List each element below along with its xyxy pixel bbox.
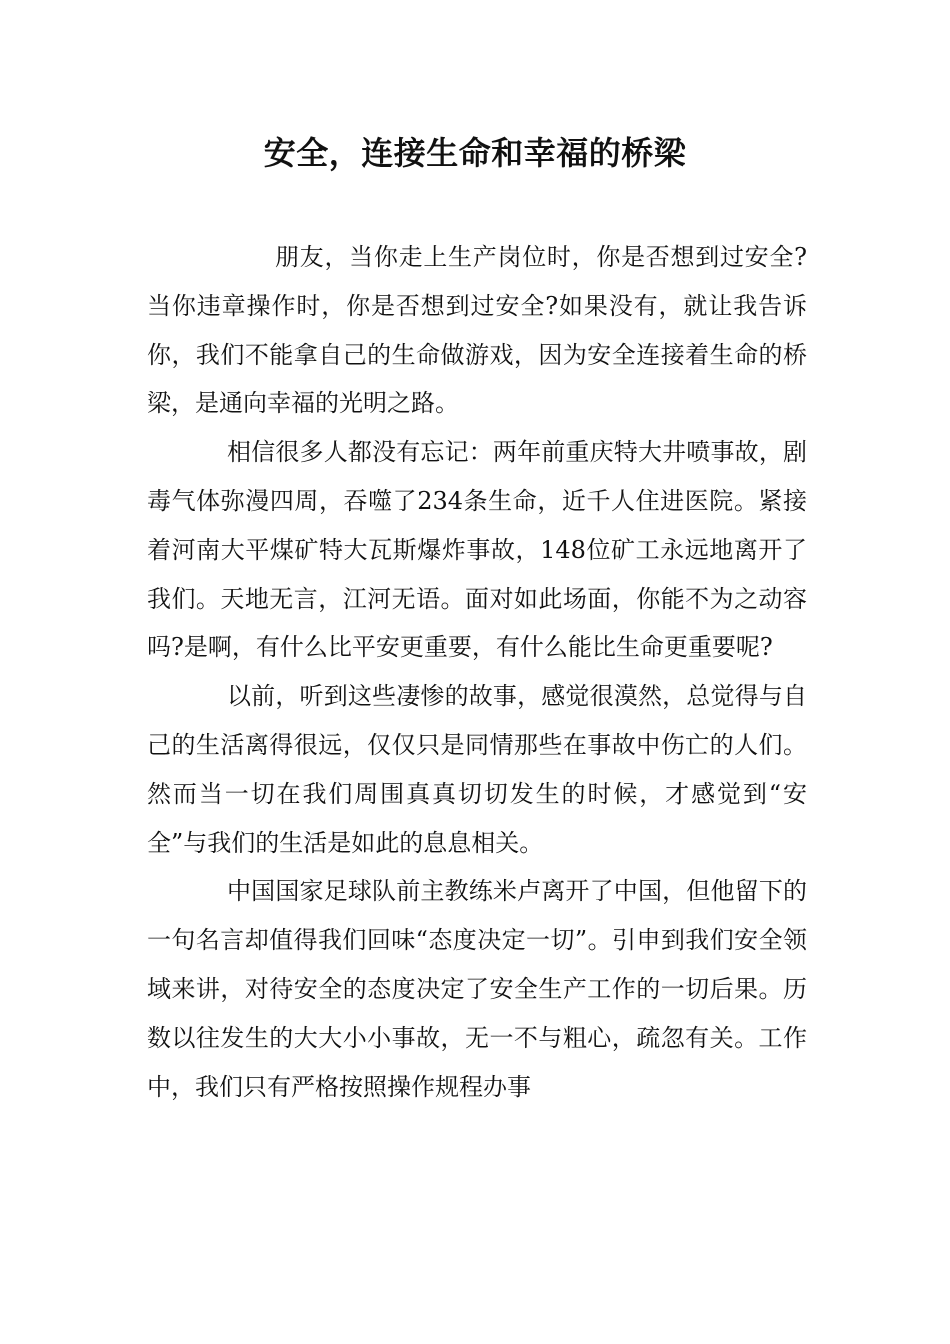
paragraph-3: 以前，听到这些凄惨的故事，感觉很漠然，总觉得与自己的生活离得很远，仅仅只是同情那些在事故中伤亡的人们。然而当一切在我们周围真真切切发生的时候，才感觉到“安全”与我们的生活是如此的息息相关。: [147, 682, 807, 857]
paragraph-1: 朋友，当你走上生产岗位时，你是否想到过安全?当你违章操作时，你是否想到过安全?如果没有，就让我告诉你，我们不能拿自己的生命做游戏，因为安全连接着生命的桥梁，是通向幸福的光明之路。: [147, 243, 807, 418]
paragraph-2: 相信很多人都没有忘记：两年前重庆特大井喷事故，剧毒气体弥漫四周，吞噬了234条生命，近千人住进医院。紧接着河南大平煤矿特大瓦斯爆炸事故，148位矿工永远地离开了我们。天地无言，江河无语。面对如此场面，你能不为之动容吗?是啊，有什么比平安更重要，有什么能比生命更重要呢?: [147, 438, 807, 662]
document-title: 安全，连接生命和幸福的桥梁: [263, 134, 687, 172]
paragraph-4: 中国国家足球队前主教练米卢离开了中国，但他留下的一句名言却值得我们回味“态度决定一切”。引申到我们安全领域来讲，对待安全的态度决定了安全生产工作的一切后果。历数以往发生的大大小小事故，无一不与粗心，疏忽有关。工作中，我们只有严格按照操作规程办事: [147, 877, 807, 1101]
document-body: [147, 233, 807, 1111]
